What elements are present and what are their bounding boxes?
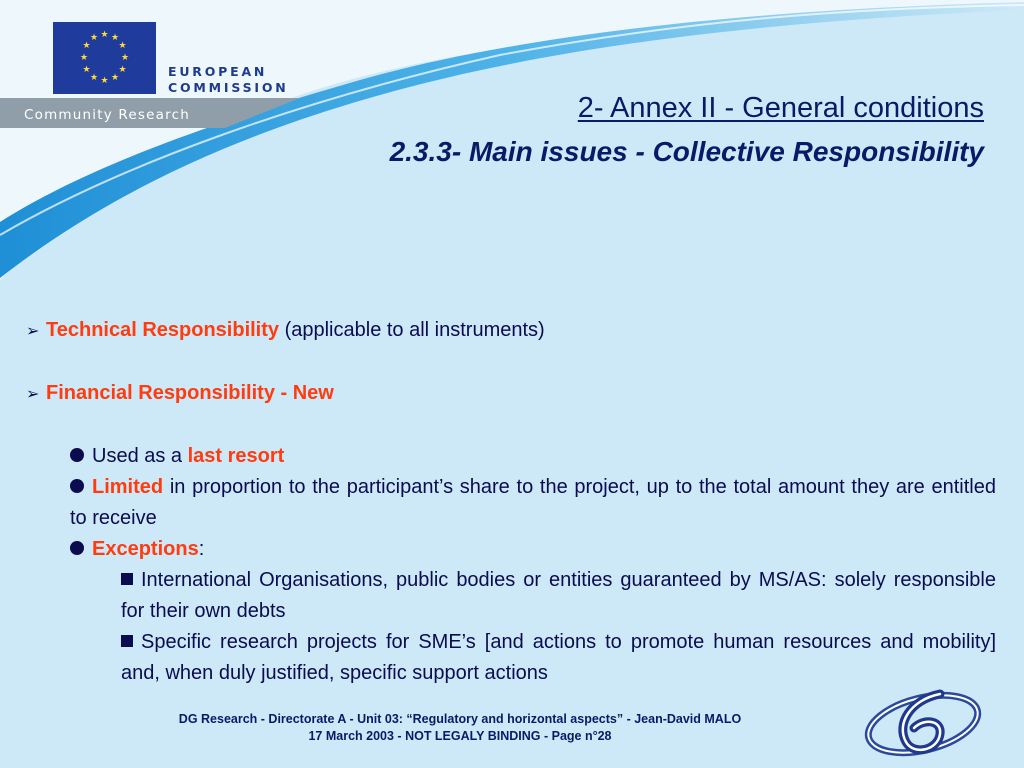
svg-text:★: ★ — [120, 53, 130, 63]
used-prefix: Used as a — [92, 445, 188, 467]
svg-text:★: ★ — [100, 30, 109, 40]
square-bullet-icon — [121, 635, 133, 647]
dot-bullet-icon — [70, 541, 84, 555]
community-research-banner: Community Research — [24, 107, 190, 123]
european-commission-logo-text — [168, 64, 289, 96]
sub-bullet-limited — [70, 472, 996, 534]
exception-item-specific-research — [121, 627, 996, 689]
svg-text:★: ★ — [82, 41, 91, 51]
fp6-logo-icon — [862, 686, 984, 758]
svg-text:★: ★ — [118, 65, 127, 75]
svg-text:★: ★ — [118, 41, 127, 51]
slide-subtitle: 2.3.3- Main issues - Collective Responsibility — [389, 136, 984, 167]
financial-label: Financial Responsibility - New — [46, 382, 334, 404]
exceptions-colon: : — [198, 538, 205, 560]
limited-rest: in proportion to the participant’s share to the project, up to the total amount they are entitled to receive — [70, 476, 996, 529]
footer-line-1: DG Research - Directorate A - Unit 03: “Regulatory and horizontal aspects” - Jean-David MALO — [178, 712, 742, 726]
svg-text:★: ★ — [110, 33, 120, 43]
bullet-financial — [26, 378, 996, 410]
arrow-bullet-icon: ➢ — [26, 386, 40, 403]
slide-footer — [80, 711, 840, 745]
dot-bullet-icon — [70, 479, 84, 493]
logo-line-european: EUROPEAN — [168, 64, 268, 79]
slide-title: 2- Annex II - General conditions — [577, 92, 984, 124]
svg-text:★: ★ — [79, 53, 89, 63]
technical-label: Technical Responsibility — [46, 319, 280, 341]
last-resort-text: last resort — [187, 445, 285, 467]
logo-line-commission: COMMISSION — [168, 80, 289, 95]
slide-body — [26, 315, 996, 689]
exception-item-international — [121, 565, 996, 627]
exception-2-text: Specific research projects for SME’s [and actions to promote human resources and mobility] and, when duly justified, specific support actions — [121, 631, 996, 684]
arrow-bullet-icon: ➢ — [26, 323, 40, 340]
svg-text:★: ★ — [100, 76, 109, 86]
dot-bullet-icon — [70, 448, 84, 462]
sub-bullet-last-resort — [70, 441, 996, 472]
technical-rest: (applicable to all instruments) — [279, 319, 545, 341]
square-bullet-icon — [121, 573, 133, 585]
bullet-technical — [26, 315, 996, 347]
svg-text:★: ★ — [110, 73, 120, 83]
sub-bullet-exceptions — [70, 534, 996, 565]
exception-1-text: International Organisations, public bodies or entities guaranteed by MS/AS: solely responsible for their own debts — [121, 569, 996, 622]
limited-text: Limited — [92, 476, 164, 498]
svg-text:★: ★ — [89, 33, 99, 43]
svg-text:★: ★ — [89, 73, 99, 83]
eu-flag-icon — [53, 22, 156, 94]
exceptions-text: Exceptions — [92, 538, 199, 560]
svg-text:★: ★ — [82, 65, 91, 75]
footer-line-2: 17 March 2003 - NOT LEGALY BINDING - Page n°28 — [308, 729, 612, 743]
